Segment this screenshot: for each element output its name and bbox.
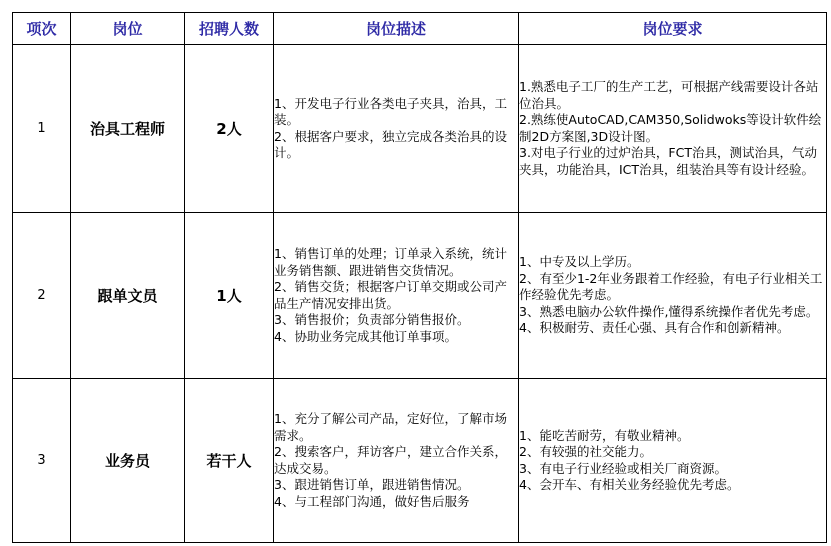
header-position: 岗位 <box>71 13 185 45</box>
headcount: 若干人 <box>185 379 274 543</box>
requirement-line: 2、有较强的社交能力。 <box>519 444 652 460</box>
header-headcount: 招聘人数 <box>185 13 274 45</box>
job-description <box>274 213 519 379</box>
header-description: 岗位描述 <box>274 13 519 45</box>
row-number: 3 <box>13 379 71 543</box>
table-row <box>13 45 827 213</box>
description-line: 2、根据客户要求，独立完成各类治具的设计。 <box>274 128 507 161</box>
requirement-line: 2.熟练使AutoCAD,CAM350,Solidwoks等设计软件绘制2D方案图,3D设计图。 <box>519 112 822 144</box>
header-requirements: 岗位要求 <box>519 13 827 45</box>
header-row <box>13 13 827 45</box>
description-line: 4、与工程部门沟通，做好售后服务 <box>274 493 470 509</box>
description-line: 1、充分了解公司产品，定好位，了解市场需求。 <box>274 411 507 443</box>
requirement-line: 3、有电子行业经验或相关厂商资源。 <box>519 460 727 476</box>
row-number: 2 <box>13 213 71 379</box>
description-line: 1、开发电子行业各类电子夹具，治具，工装。 <box>274 95 507 128</box>
position-name: 跟单文员 <box>71 213 185 379</box>
job-requirements <box>519 45 827 213</box>
requirement-line: 1、能吃苦耐劳，有敬业精神。 <box>519 427 690 443</box>
requirement-line: 2、有至少1-2年业务跟着工作经验，有电子行业相关工作经验优先考虑。 <box>519 270 823 303</box>
description-line: 1、销售订单的处理；订单录入系统，统计业务销售额、跟进销售交货情况。 <box>274 246 507 278</box>
requirement-line: 4、会开车、有相关业务经验优先考虑。 <box>519 477 740 493</box>
job-description <box>274 379 519 543</box>
position-name: 治具工程师 <box>71 45 185 213</box>
position-name: 业务员 <box>71 379 185 543</box>
job-requirements <box>519 379 827 543</box>
job-description <box>274 45 519 213</box>
table-row <box>13 213 827 379</box>
job-table <box>12 12 827 543</box>
requirement-line: 1.熟悉电子工厂的生产工艺，可根据产线需要设计各站位治具。 <box>519 79 819 111</box>
row-number: 1 <box>13 45 71 213</box>
description-line: 4、协助业务完成其他订单事项。 <box>274 328 457 344</box>
description-line: 3、销售报价；负责部分销售报价。 <box>274 312 470 328</box>
table-row <box>13 379 827 543</box>
requirement-line: 3.对电子行业的过炉治具，FCT治具，测试治具，气动夹具，功能治具，ICT治具，组装治具等有设计经验。 <box>519 145 817 177</box>
description-line: 2、销售交货；根据客户订单交期或公司产品生产情况安排出货。 <box>274 279 507 311</box>
requirement-line: 3、熟悉电脑办公软件操作,懂得系统操作者优先考虑。 <box>519 303 819 319</box>
job-requirements <box>519 213 827 379</box>
headcount: 1人 <box>185 213 274 379</box>
requirement-line: 1、中专及以上学历。 <box>519 254 640 270</box>
headcount: 2人 <box>185 45 274 213</box>
description-line: 3、跟进销售订单，跟进销售情况。 <box>274 477 470 493</box>
description-line: 2、搜索客户，拜访客户，建立合作关系，达成交易。 <box>274 444 507 476</box>
header-item-number: 项次 <box>13 13 71 45</box>
requirement-line: 4、积极耐劳、责任心强、具有合作和创新精神。 <box>519 320 790 336</box>
